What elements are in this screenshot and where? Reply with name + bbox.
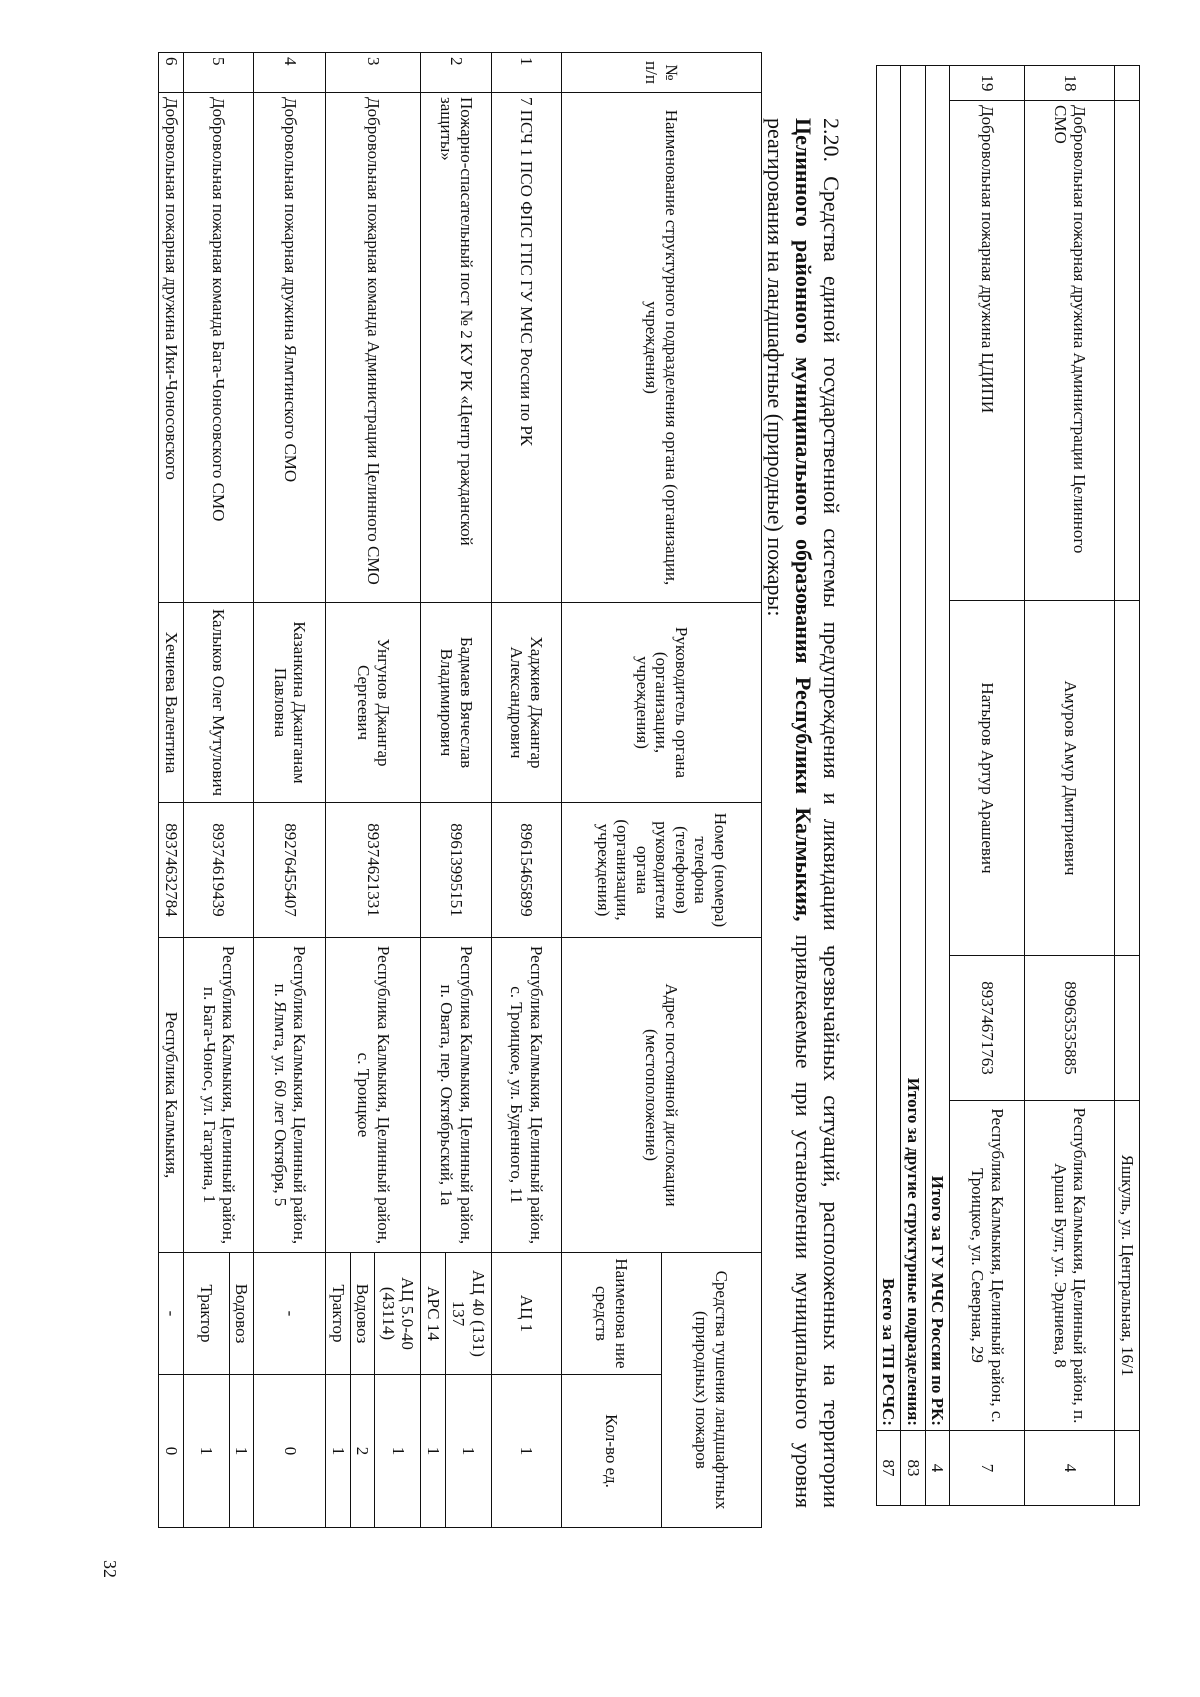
phone-number: 89374632784 (159, 803, 184, 938)
means-name: АЦ 40 (131) 137 (446, 1253, 492, 1375)
heading-bold-text: Целинного районного муниципального образования Республики Калмыкия, (790, 118, 816, 922)
unit-name: Добровольная пожарная дружина Ики-Чоносовского (159, 93, 184, 603)
row-number: 3 (326, 53, 421, 93)
table-row (1115, 66, 1140, 1506)
main-table (158, 52, 762, 1528)
header-num: № п/п (562, 53, 762, 93)
head-name: Натыров Артур Арашевич (950, 601, 1025, 956)
unit-name: 7 ПСЧ 1 ПСО ФПС ГПС ГУ МЧС России по РК (492, 93, 562, 603)
unit-name: Добровольная пожарная дружина Ялмтинского СМО (254, 93, 326, 603)
total-label: Итого за ГУ МЧС России по РК: (925, 66, 950, 1431)
address-cell: Яшкуль, ул. Центральная, 16/1 (1115, 1101, 1140, 1431)
table-row (446, 53, 492, 1528)
means-count: 1 (421, 1375, 446, 1528)
address-cell: Республика Калмыкия, Целинный район, с. Троицкое, ул. Северная, 29 (950, 1101, 1025, 1431)
address-cell: Республика Калмыкия, Целинный район, с. Троицкое (326, 938, 421, 1253)
means-count: 1 (492, 1375, 562, 1528)
means-name: АРС 14 (421, 1253, 446, 1375)
total-value: 87 (876, 1431, 901, 1506)
phone-number: 89374671763 (950, 956, 1025, 1101)
means-name: АЦ 1 (492, 1253, 562, 1375)
table-row (254, 53, 326, 1528)
total-row (901, 66, 926, 1506)
table-row (1025, 66, 1115, 1506)
address-cell: Республика Калмыкия, Целинный район, п. Аршан Булг, ул. Эрдниева, 8 (1025, 1101, 1115, 1431)
phone-number: 89963535885 (1025, 956, 1115, 1101)
phone-number: 89374619439 (183, 803, 254, 938)
means-name: - (254, 1253, 326, 1375)
means-count: 2 (350, 1375, 375, 1528)
header-means-name: Наименова ние средств (562, 1253, 662, 1375)
header-phone: Номер (номера) телефона (телефонов) руководителя органа (организации, учреждения) (562, 803, 762, 938)
head-name: Хечиева Валентина (159, 603, 184, 803)
unit-name: Добровольная пожарная команда Администрации Целинного СМО (326, 93, 421, 603)
head-name: Хаджиев Джангар Александрович (492, 603, 562, 803)
unit-name: Добровольная пожарная команда Бага-Чоносовского СМО (183, 93, 254, 603)
total-value: 4 (925, 1431, 950, 1506)
means-count: 1 (375, 1375, 421, 1528)
total-value: 83 (901, 1431, 926, 1506)
header-means-group: Средства тушения ландшафтных (природных) пожаров (662, 1253, 762, 1528)
means-name: Водовоз (350, 1253, 375, 1375)
head-name: Бадмаев Вячеслав Владимирович (421, 603, 492, 803)
table-row (375, 53, 421, 1528)
head-name: Казанкина Джанганам Павловна (254, 603, 326, 803)
phone-number: 89615465899 (492, 803, 562, 938)
header-name: Наименование структурного подразделения органа (организации, учреждения) (562, 93, 762, 603)
address-cell: Республика Калмыкия, Целинный район, п. Ялмта, ул. 60 лет Октября, 5 (254, 938, 326, 1253)
means-name: Трактор (183, 1253, 229, 1375)
phone-number: 89276455407 (254, 803, 326, 938)
means-name: АЦ 5.0-40 (43114) (375, 1253, 421, 1375)
address-cell: Республика Калмыкия, Целинный район, п. Бага-Чонос, ул. Гагарина, 1 (183, 938, 254, 1253)
header-address: Адрес постоянной дислокации (местоположение) (562, 938, 762, 1253)
means-count: 1 (326, 1375, 351, 1528)
row-number: 5 (183, 53, 254, 93)
phone-number: 89374621331 (326, 803, 421, 938)
header-row (662, 53, 762, 1528)
means-count: 1 (229, 1375, 254, 1528)
total-label: Всего за ТП РСЧС: (876, 66, 901, 1431)
row-number: 19 (950, 66, 1025, 101)
total-row (876, 66, 901, 1506)
unit-name: Добровольная пожарная дружина Администрации Целинного СМО (1025, 101, 1115, 601)
count-cell: 7 (950, 1431, 1025, 1506)
top-table (876, 65, 1140, 1506)
means-count: 0 (254, 1375, 326, 1528)
address-cell: Республика Калмыкия, Целинный район, п. Овата, пер. Октябрьский, 1а (421, 938, 492, 1253)
heading-text-end: привлекаемые при установлении муниципального уровня реагирования на ландшафтные (природные) пожары: (762, 118, 816, 1508)
means-name: Водовоз (229, 1253, 254, 1375)
row-number: 1 (492, 53, 562, 93)
row-number: 18 (1025, 66, 1115, 101)
row-number: 2 (421, 53, 492, 93)
means-name: Трактор (326, 1253, 351, 1375)
table-row (492, 53, 562, 1528)
head-name: Амуров Амур Дмитриевич (1025, 601, 1115, 956)
row-number: 4 (254, 53, 326, 93)
unit-name: Добровольная пожарная дружина ЦДИПИ (950, 101, 1025, 601)
address-cell: Республика Калмыкия, (159, 938, 184, 1253)
address-cell: Республика Калмыкия, Целинный район, с. Троицкое, ул. Буденного, 11 (492, 938, 562, 1253)
header-head: Руководитель органа (организации, учреждения) (562, 603, 762, 803)
phone-number: 89613995151 (421, 803, 492, 938)
total-label: Итого за другие структурные подразделения: (901, 66, 926, 1431)
section-heading (761, 118, 845, 1508)
table-row (950, 66, 1025, 1506)
means-count: 0 (159, 1375, 184, 1528)
unit-name: Пожарно-спасательный пост № 2 КУ РК «Центр гражданской защиты» (421, 93, 492, 603)
heading-text: 2.20. Средства единой государственной системы предупреждения и ликвидации чрезвычайных ситуаций, расположенных на территории (819, 118, 844, 1508)
means-name: - (159, 1253, 184, 1375)
page-number: 32 (100, 1560, 120, 1578)
head-name: Унгунов Джангар Сергеевич (326, 603, 421, 803)
header-means-count: Кол-во ед. (562, 1375, 662, 1528)
count-cell: 4 (1025, 1431, 1115, 1506)
means-count: 1 (446, 1375, 492, 1528)
head-name: Калыков Олег Мутулович (183, 603, 254, 803)
table-row (229, 53, 254, 1528)
row-number: 6 (159, 53, 184, 93)
total-row (925, 66, 950, 1506)
means-count: 1 (183, 1375, 229, 1528)
table-row (159, 53, 184, 1528)
